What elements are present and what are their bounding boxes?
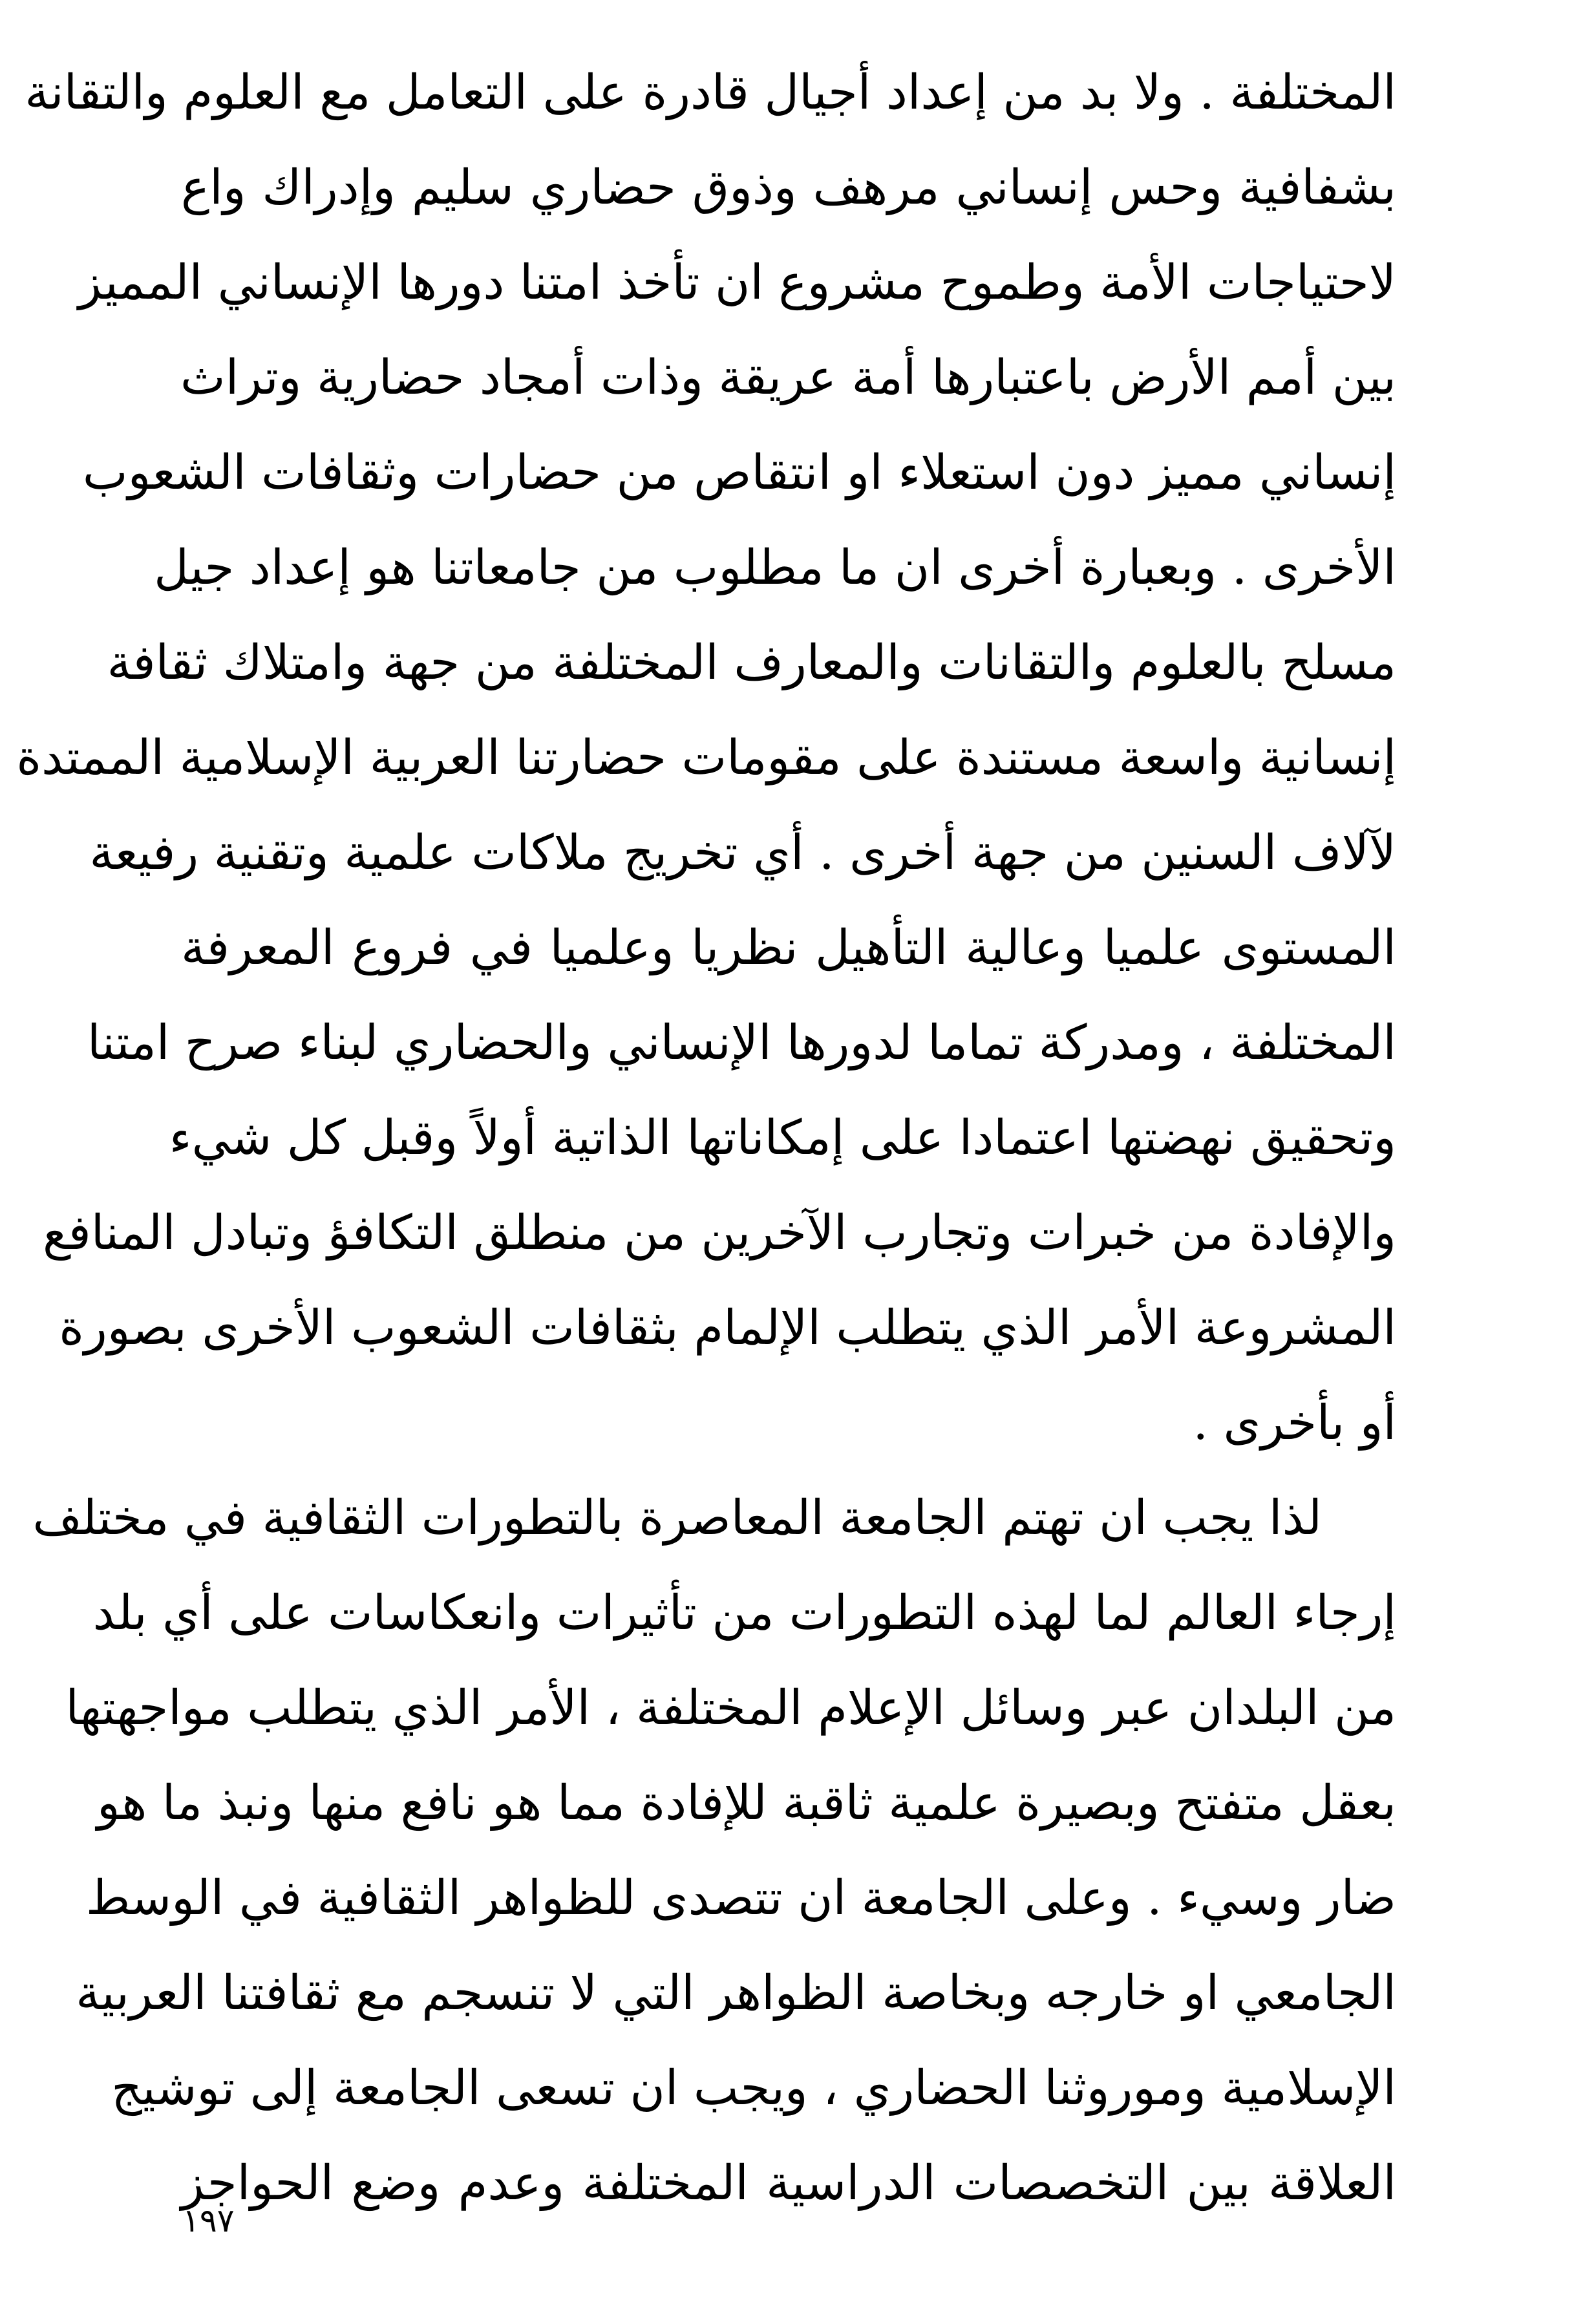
text-line: أو بأخرى .	[1193, 1395, 1396, 1451]
text-line: لآلاف السنين من جهة أخرى . أي تخريج ملاكات علمية وتقنية رفيعة	[89, 825, 1396, 880]
body-text	[16, 45, 1396, 2231]
text-line: مسلح بالعلوم والتقانات والمعارف المختلفة من جهة وامتلاك ثقافة	[107, 635, 1396, 690]
text-line: وتحقيق نهضتها اعتمادا على إمكاناتها الذاتية أولاً وقبل كل شيء	[169, 1110, 1396, 1166]
text-line: والإفادة من خبرات وتجارب الآخرين من منطلق التكافؤ وتبادل المنافع	[42, 1205, 1396, 1261]
text-line: بين أمم الأرض باعتبارها أمة عريقة وذات أمجاد حضارية وتراث	[180, 350, 1396, 405]
text-line: المختلفة ، ومدركة تماما لدورها الإنساني والحضاري لبناء صرح امتنا	[87, 1015, 1396, 1071]
text-line: المستوى علميا وعالية التأهيل نظريا وعلميا في فروع المعرفة	[181, 920, 1396, 975]
text-line: إنسانية واسعة مستندة على مقومات حضارتنا العربية الإسلامية الممتدة	[16, 730, 1396, 785]
text-line: الأخرى . وبعبارة أخرى ان ما مطلوب من جامعاتنا هو إعداد جيل	[154, 540, 1396, 595]
text-line: المشروعة الأمر الذي يتطلب الإلمام بثقافات الشعوب الأخرى بصورة	[59, 1300, 1396, 1356]
text-line: لاحتياجات الأمة وطموح مشروع ان تأخذ امتنا دورها الإنساني المميز	[78, 255, 1396, 310]
text-line: بعقل متفتح وبصيرة علمية ثاقبة للإفادة مما هو نافع منها ونبذ ما هو	[97, 1775, 1396, 1831]
text-line: إنساني مميز دون استعلاء او انتقاص من حضارات وثقافات الشعوب	[82, 445, 1396, 500]
paragraph-2	[32, 1471, 1396, 2231]
text-line: الإسلامية وموروثنا الحضاري ، ويجب ان تسعى الجامعة إلى توشيج	[111, 2060, 1396, 2116]
text-line: العلاقة بين التخصصات الدراسية المختلفة وعدم وضع الحواجز	[181, 2155, 1396, 2211]
text-line: المختلفة . ولا بد من إعداد أجيال قادرة على التعامل مع العلوم والتقانة	[25, 65, 1396, 120]
text-line: إرجاء العالم لما لهذه التطورات من تأثيرات وانعكاسات على أي بلد	[92, 1585, 1396, 1641]
text-line: لذا يجب ان تهتم الجامعة المعاصرة بالتطورات الثقافية في مختلف	[32, 1490, 1322, 1546]
text-line: من البلدان عبر وسائل الإعلام المختلفة ، الأمر الذي يتطلب مواجهتها	[65, 1680, 1396, 1736]
text-line: بشفافية وحس إنساني مرهف وذوق حضاري سليم وإدراك واع	[181, 160, 1396, 215]
paragraph-1	[16, 45, 1396, 1471]
page-number: ١٩٧	[182, 2202, 235, 2239]
text-line: الجامعي او خارجه وبخاصة الظواهر التي لا تنسجم مع ثقافتنا العربية	[76, 1965, 1396, 2021]
text-line: ضار وسيء . وعلى الجامعة ان تتصدى للظواهر الثقافية في الوسط	[85, 1870, 1396, 1926]
